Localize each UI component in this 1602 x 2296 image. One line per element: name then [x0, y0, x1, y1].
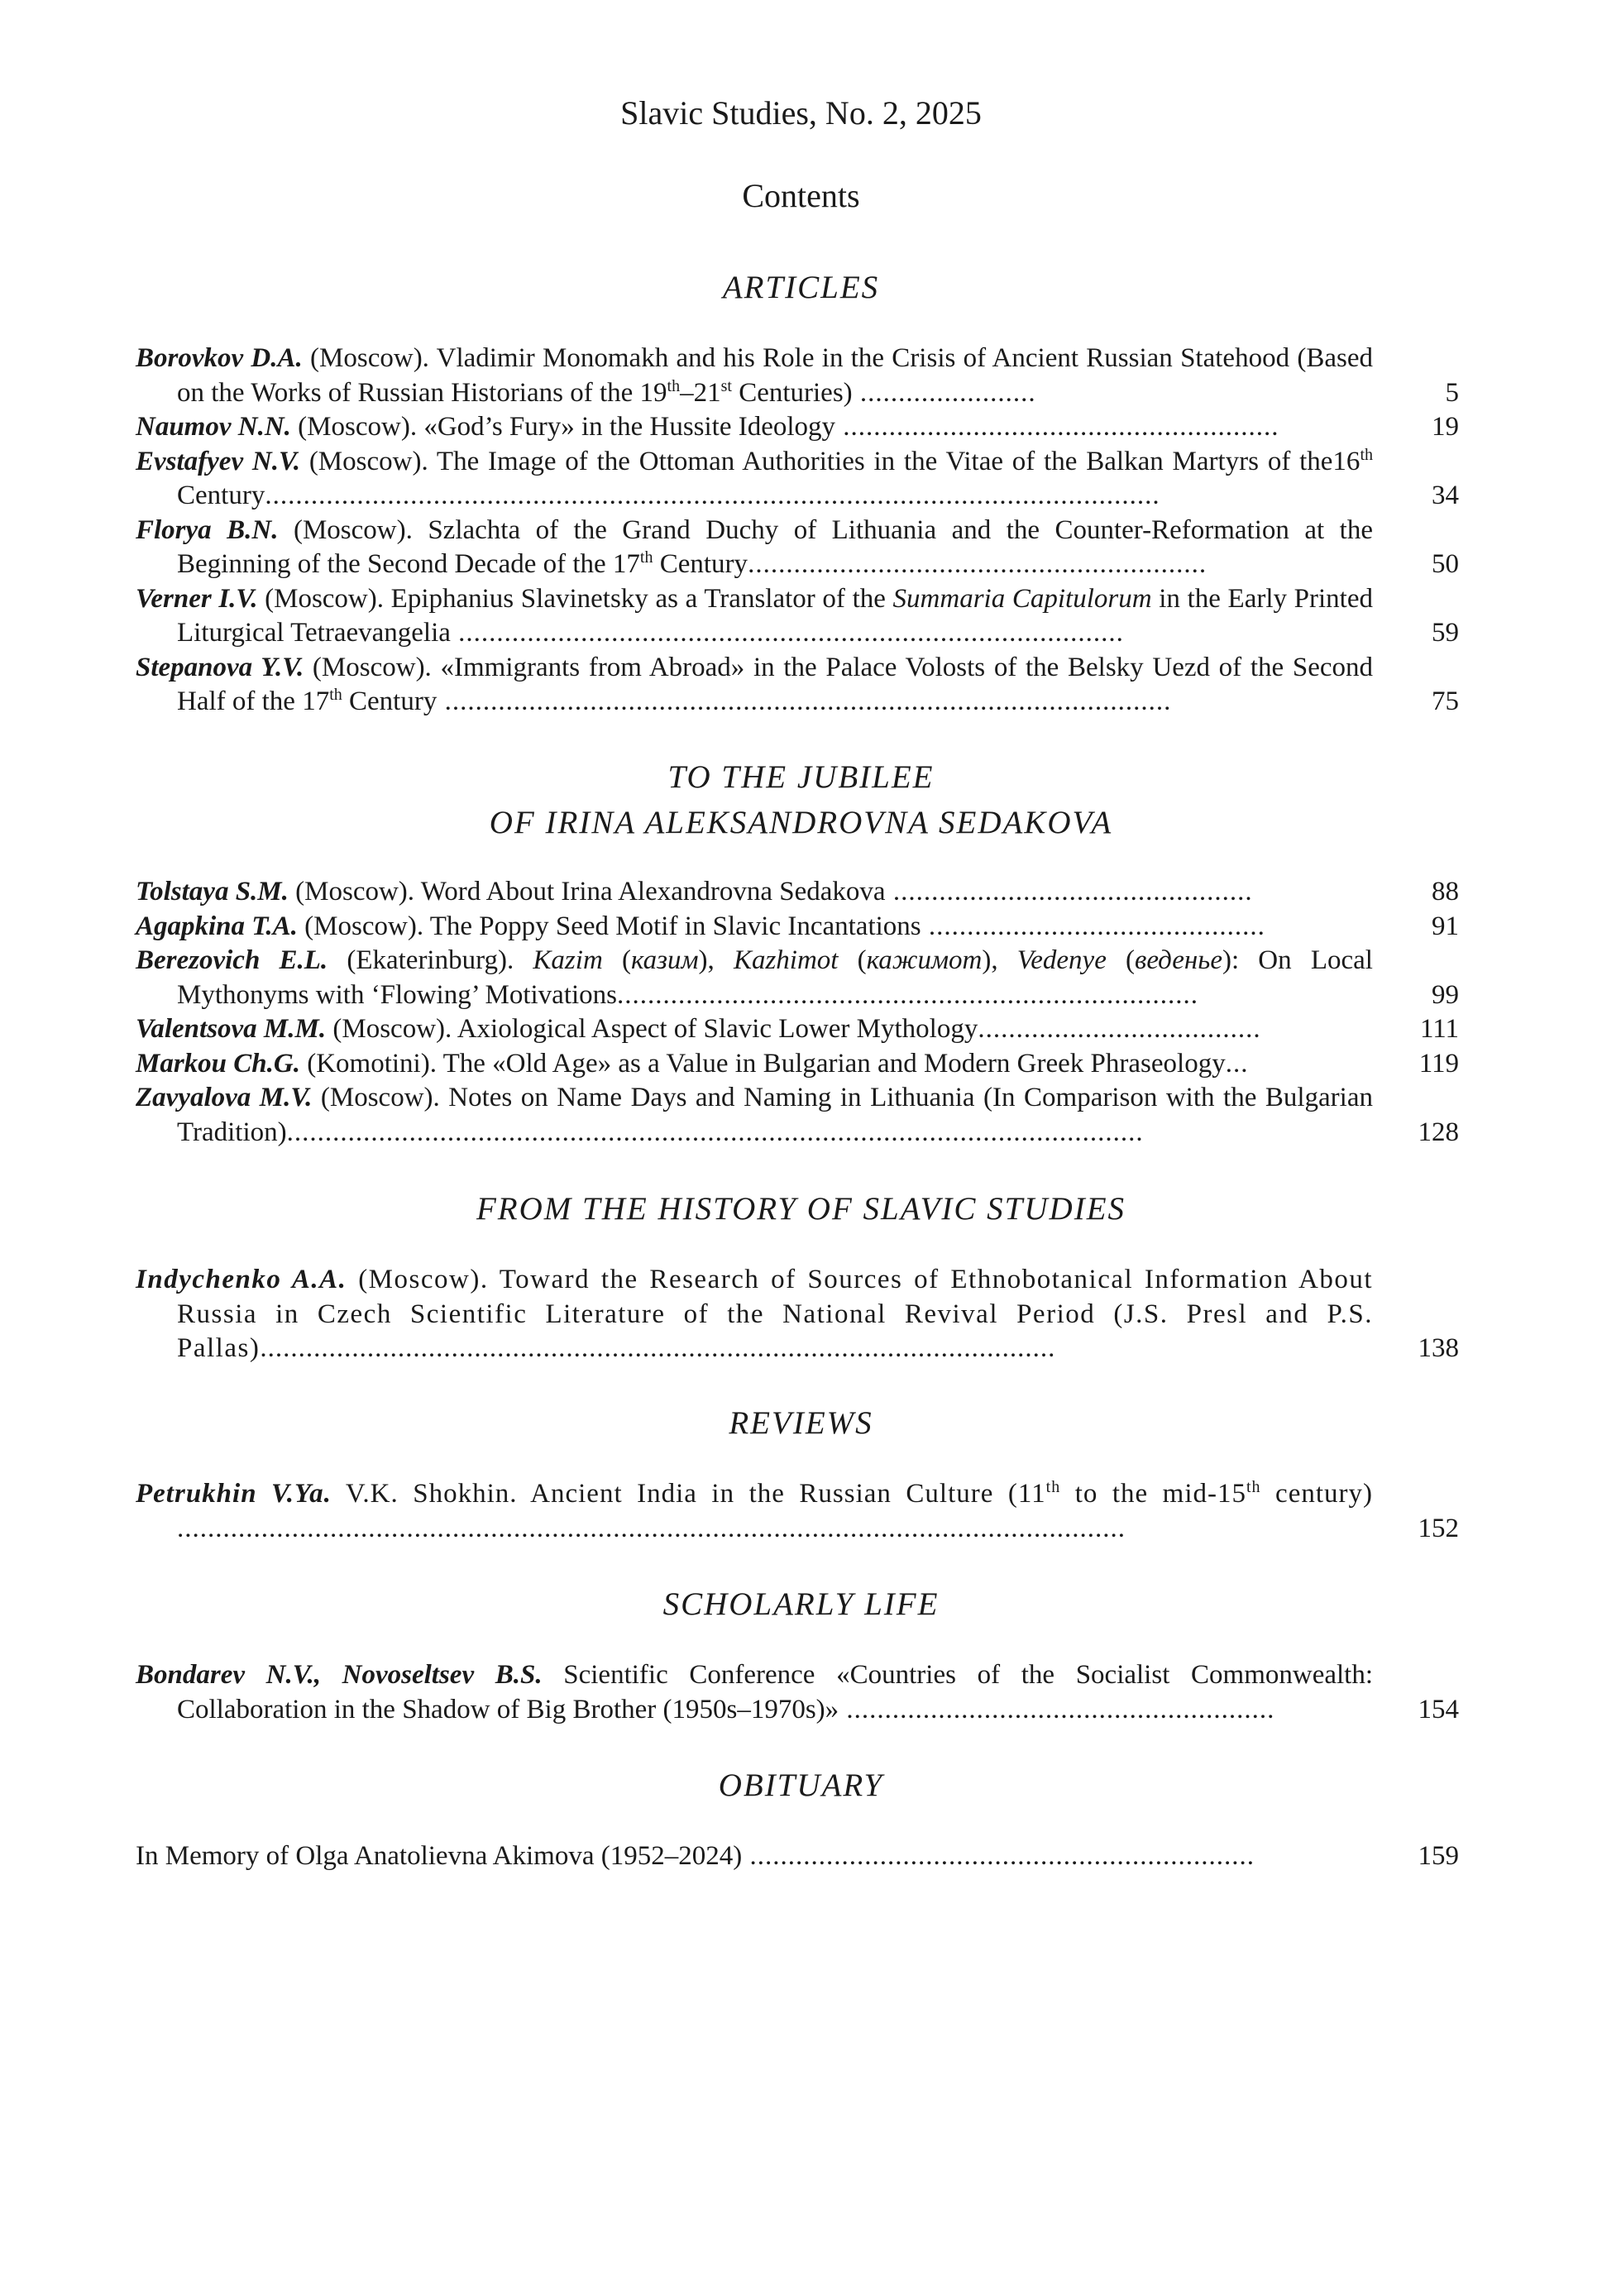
toc-entry[interactable]: Verner I.V. (Moscow). Epiphanius Slavinetsky as a Translator of the Summaria Capitulorum in the Early Printed Liturgical Tetraevangelia ....................................................................................... 59 [136, 582, 1459, 651]
section-articles [0, 265, 1602, 720]
toc-entry[interactable]: Bondarev N.V., Novoseltsev B.S. Scientific Conference «Countries of the Socialist Commonwealth: Collaboration in the Shadow of Big Brother (1950s–1970s)» ........................................................ 154 [136, 1658, 1459, 1727]
toc-entry[interactable]: Berezovich E.L. (Ekaterinburg). Kazim (казим), Kazhimot (кажимот), Vedenye (веденье): On Local Mythonyms with ‘Flowing’ Motivations............................................................................ 99 [136, 944, 1459, 1012]
entry-page-number: 19 [1432, 412, 1459, 442]
section-obituary [0, 1763, 1602, 1874]
section-jubilee [0, 754, 1602, 1150]
entry-author: Evstafyev N.V. [136, 446, 300, 476]
toc-entry[interactable]: Tolstaya S.M. (Moscow). Word About Irina Alexandrovna Sedakova ............................................... 88 [136, 875, 1459, 910]
entry-author: Tolstaya S.M. [136, 877, 289, 906]
toc-entry[interactable]: Valentsova M.M. (Moscow). Axiological Aspect of Slavic Lower Mythology..................................... 111 [136, 1012, 1459, 1047]
section-history [0, 1186, 1602, 1366]
entry-page-number: 99 [1432, 979, 1459, 1010]
toc-entry[interactable]: Borovkov D.A. (Moscow). Vladimir Monomakh and his Role in the Crisis of Ancient Russian Statehood (Based on the Works of Russian Historians of the 19th–21st Centuries) ....................... 5 [136, 342, 1459, 410]
entry-author: Petrukhin V.Ya. [136, 1479, 332, 1509]
leader-dots: ........................................................ [839, 1694, 1275, 1724]
entry-page-number: 50 [1432, 549, 1459, 579]
entry-author: Berezovich E.L. [136, 945, 328, 975]
entry-page-number: 119 [1418, 1048, 1459, 1079]
section-heading: OBITUARY [718, 1767, 884, 1803]
leader-dots: .................................................................. [742, 1841, 1255, 1871]
leader-dots: ............................................ [921, 911, 1265, 941]
entry-page-number: 154 [1418, 1694, 1459, 1724]
leader-dots: ............................................................................ [617, 979, 1198, 1010]
entry-page-number: 159 [1418, 1841, 1459, 1871]
toc-entry[interactable]: Florya B.N. (Moscow). Szlachta of the Grand Duchy of Lithuania and the Counter-Reformation at the Beginning of the Second Decade of the 17th Century............................................................ 50 [136, 514, 1459, 582]
toc-entry[interactable]: Zavyalova M.V. (Moscow). Notes on Name Days and Naming in Lithuania (In Comparison with the Bulgarian Tradition)................................................................................................................ 128 [136, 1081, 1459, 1150]
toc-entry[interactable]: Petrukhin V.Ya. V.K. Shokhin. Ancient India in the Russian Culture (11th to the mid-15th century) ............................................................................................................................ 152 [136, 1477, 1459, 1546]
toc-entry[interactable]: Agapkina T.A. (Moscow). The Poppy Seed Motif in Slavic Incantations ............................................ 91 [136, 910, 1459, 945]
section-heading: REVIEWS [729, 1405, 873, 1441]
toc-entry[interactable]: In Memory of Olga Anatolievna Akimova (1952–2024) .................................................................. 159 [136, 1839, 1459, 1874]
toc-entry[interactable]: Evstafyev N.V. (Moscow). The Image of the Ottoman Authorities in the Vitae of the Balkan Martyrs of the16th Century..................................................................................................................... 34 [136, 445, 1459, 514]
entry-page-number: 59 [1432, 618, 1459, 648]
contents-title: Contents [742, 177, 860, 214]
entry-page-number: 128 [1418, 1117, 1459, 1147]
entry-page-number: 152 [1418, 1513, 1459, 1543]
section-reviews [0, 1400, 1602, 1546]
section-scholarly-life [0, 1581, 1602, 1727]
entry-author: Markou Ch.G. [136, 1048, 300, 1079]
section-heading: FROM THE HISTORY OF SLAVIC STUDIES [476, 1191, 1126, 1227]
entry-author: Verner I.V. [136, 583, 258, 614]
section-heading: SCHOLARLY LIFE [662, 1586, 940, 1622]
entry-author: Zavyalova M.V. [136, 1083, 313, 1112]
entry-author: Borovkov D.A. [136, 343, 303, 373]
toc-entry[interactable]: Stepanova Y.V. (Moscow). «Immigrants from Abroad» in the Palace Volosts of the Belsky Uezd of the Second Half of the 17th Century ............................................................................................... 75 [136, 651, 1459, 720]
leader-dots: ... [1225, 1048, 1249, 1079]
leader-dots: ............................................................................................................................ [177, 1513, 1126, 1543]
leader-dots: ..................................................................................................................... [265, 481, 1160, 510]
leader-dots: ......................................................... [835, 412, 1279, 442]
entry-author: Naumov N.N. [136, 412, 291, 442]
entry-author: Agapkina T.A. [136, 911, 298, 941]
toc-entry[interactable]: Indychenko A.A. (Moscow). Toward the Research of Sources of Ethnobotanical Information About Russia in Czech Scientific Literature of the National Revival Period (J.S. Presl and P.S. Pallas)........................................................................................................ 138 [136, 1263, 1459, 1366]
leader-dots: ............................................................................................... [437, 686, 1172, 716]
section-heading: TO THE JUBILEE [667, 759, 935, 795]
entry-author: Indychenko A.A. [136, 1265, 347, 1294]
entry-page-number: 91 [1432, 911, 1459, 941]
section-heading-line2: OF IRINA ALEKSANDROVNA SEDAKOVA [489, 805, 1113, 840]
entry-page-number: 111 [1419, 1014, 1459, 1044]
entry-page-number: 75 [1432, 686, 1459, 716]
leader-dots: ..................................... [978, 1014, 1261, 1044]
entry-author: Florya B.N. [136, 514, 279, 545]
entry-author: Valentsova M.M. [136, 1014, 327, 1044]
journal-title: Slavic Studies, No. 2, 2025 [620, 94, 982, 132]
leader-dots: ............................................................ [748, 549, 1207, 579]
entry-author: Bondarev N.V., Novoseltsev B.S. [136, 1660, 543, 1690]
entry-page-number: 5 [1445, 377, 1459, 408]
leader-dots: ....................................................................................... [450, 618, 1124, 648]
leader-dots: ................................................................................................................ [286, 1117, 1144, 1147]
section-heading: ARTICLES [722, 270, 880, 305]
entry-page-number: 138 [1418, 1333, 1459, 1363]
leader-dots: ....................... [852, 377, 1036, 408]
toc-entry[interactable]: Naumov N.N. (Moscow). «God’s Fury» in the Hussite Ideology ......................................................... 19 [136, 410, 1459, 445]
entry-author: Stepanova Y.V. [136, 652, 304, 682]
leader-dots: ........................................................................................................ [260, 1333, 1056, 1363]
entry-page-number: 88 [1432, 877, 1459, 906]
entry-page-number: 34 [1432, 481, 1459, 510]
leader-dots: ............................................... [885, 877, 1253, 906]
toc-entry[interactable]: Markou Ch.G. (Komotini). The «Old Age» as a Value in Bulgarian and Modern Greek Phraseology... 119 [136, 1047, 1459, 1082]
